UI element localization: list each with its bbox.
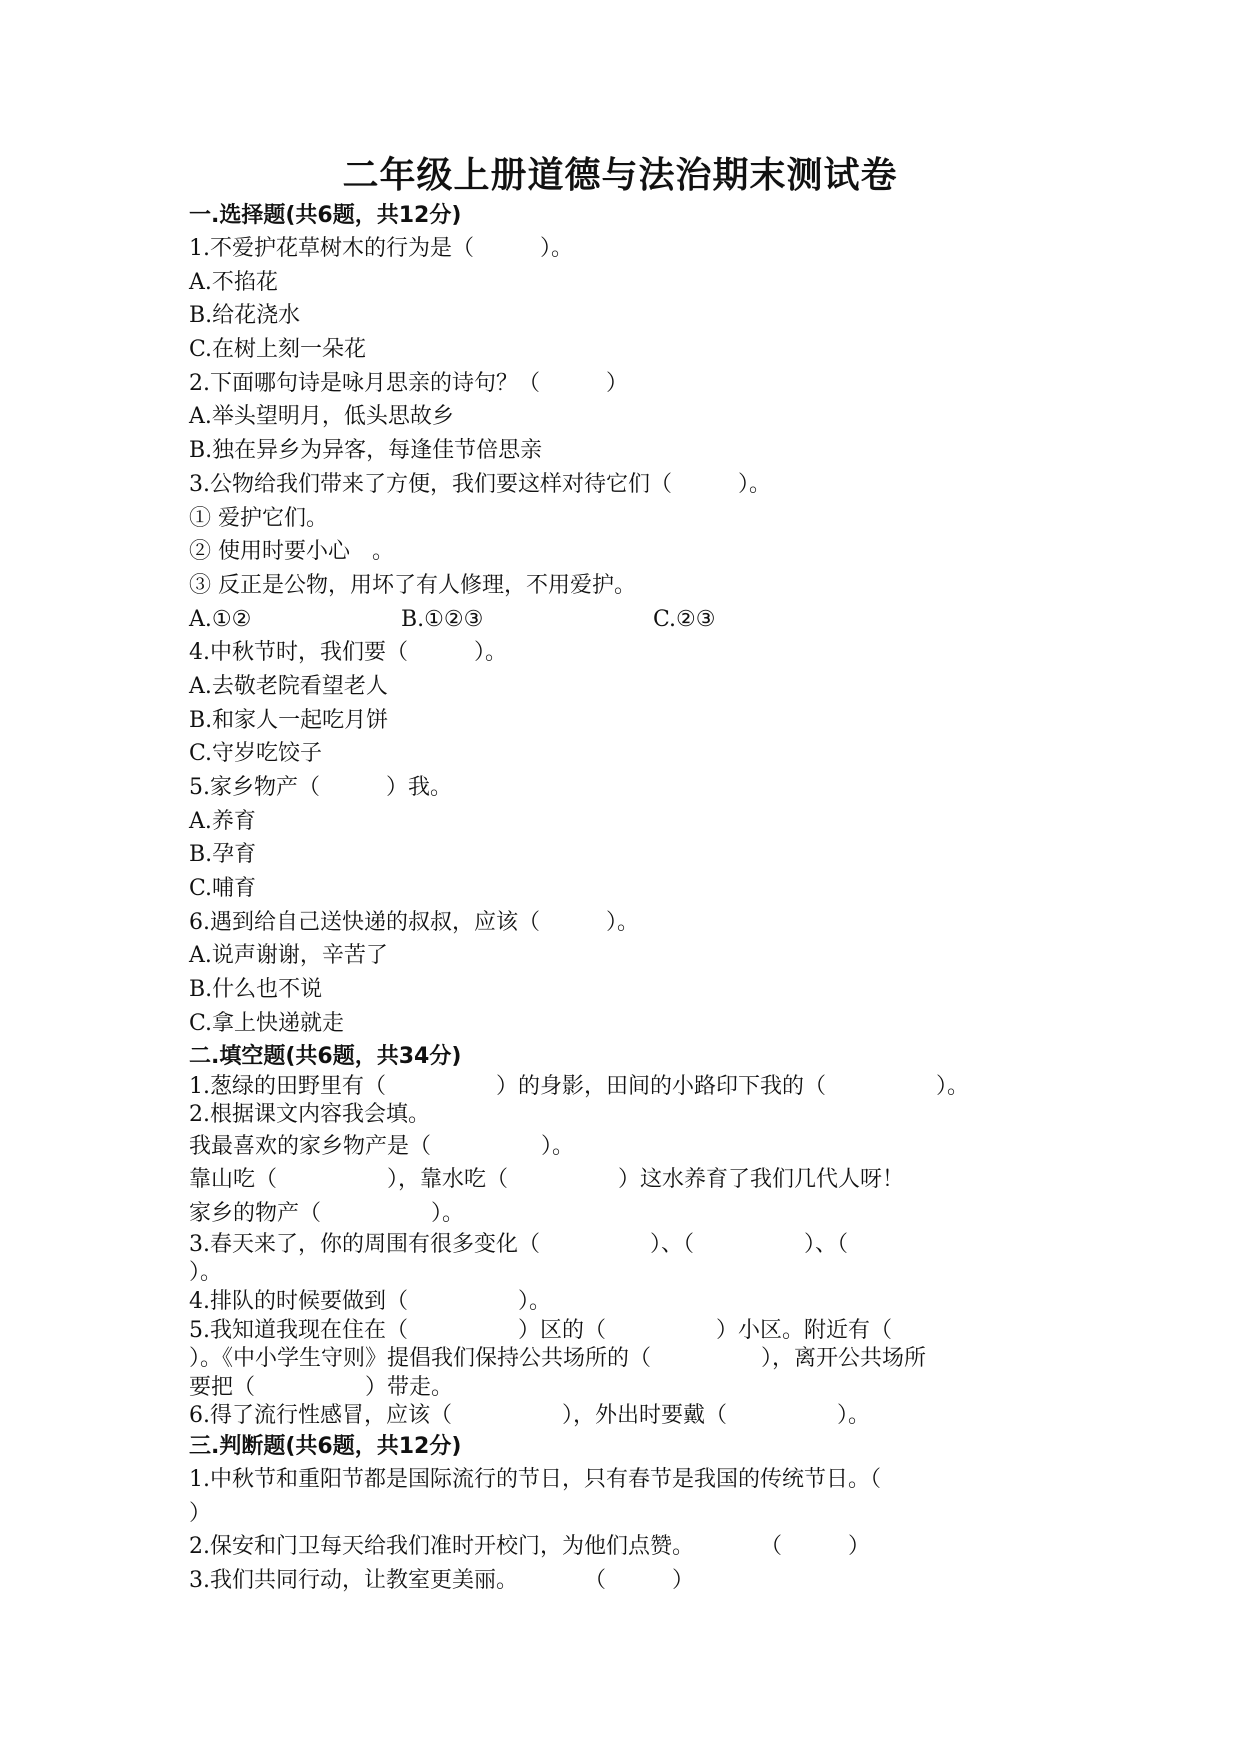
option-line: A.不掐花 — [189, 269, 278, 295]
question-line: 5.我知道我现在住在（ ）区的（ ）小区。附近有（ — [189, 1317, 892, 1343]
question-line: 4.中秋节时，我们要（ ）。 — [189, 640, 507, 666]
statement-line: ② 使用时要小心 。 — [189, 539, 394, 565]
option-line: A.说声谢谢，辛苦了 — [189, 943, 388, 969]
question-line: 1.中秋节和重阳节都是国际流行的节日，只有春节是我国的传统节日。（ — [189, 1466, 881, 1492]
option-line: C.哺育 — [189, 876, 257, 902]
question-line: 2.根据课文内容我会填。 — [189, 1102, 430, 1128]
option-line: B.给花浇水 — [189, 303, 301, 329]
question-line: 6.遇到给自己送快递的叔叔，应该（ ）。 — [189, 909, 639, 935]
question-line: 2.下面哪句诗是咏月思亲的诗句？（ ） — [189, 370, 628, 396]
question-line: ）。《中小学生守则》提倡我们保持公共场所的（ ），离开公共场所 — [189, 1346, 927, 1372]
choices-row — [189, 603, 1069, 637]
section-fill-in-blank — [189, 1041, 1069, 1431]
option-line: B.什么也不说 — [189, 977, 323, 1003]
question-line: 要把（ ）带走。 — [189, 1374, 454, 1400]
question-line: 2.保安和门卫每天给我们准时开校门，为他们点赞。 （ ） — [189, 1534, 870, 1560]
question-line: 我最喜欢的家乡物产是（ ）。 — [189, 1133, 575, 1159]
section-heading: 二.填空题(共6题，共34分) — [189, 1043, 462, 1069]
question-line: 1.葱绿的田野里有（ ）的身影，田间的小路印下我的（ ）。 — [189, 1073, 969, 1099]
statement-line: ① 爱护它们。 — [189, 505, 328, 531]
option-line: C.守岁吃饺子 — [189, 741, 323, 767]
question-line: 3.我们共同行动，让教室更美丽。 （ ） — [189, 1567, 694, 1593]
option-line: A.去敬老院看望老人 — [189, 673, 388, 699]
option-line: A.举头望明月，低头思故乡 — [189, 404, 454, 430]
exam-content — [189, 200, 1069, 1598]
choice-a: A.①② — [189, 606, 252, 632]
choice-c: C.②③ — [653, 606, 716, 632]
question-line: 靠山吃（ ），靠水吃（ ）这水养育了我们几代人呀！ — [189, 1167, 905, 1193]
option-line: A.养育 — [189, 808, 256, 834]
question-line: ） — [189, 1500, 212, 1526]
question-line: 3.春天来了，你的周围有很多变化（ ）、（ ）、（ — [189, 1231, 848, 1257]
option-line: C.拿上快递就走 — [189, 1010, 345, 1036]
page-title: 二年级上册道德与法治期末测试卷 — [342, 154, 898, 196]
choice-b: B.①②③ — [401, 606, 484, 632]
question-line: ）。 — [189, 1260, 223, 1286]
statement-line: ③ 反正是公物，用坏了有人修理，不用爱护。 — [189, 572, 636, 598]
question-line: 5.家乡物产（ ）我。 — [189, 775, 452, 800]
section-true-false — [189, 1431, 1069, 1598]
option-line: B.孕育 — [189, 842, 257, 868]
section-heading: 三.判断题(共6题，共12分) — [189, 1433, 462, 1459]
option-line: B.和家人一起吃月饼 — [189, 707, 389, 733]
question-line: 1.不爱护花草树木的行为是（ ）。 — [189, 236, 573, 261]
option-line: C.在树上刻一朵花 — [189, 337, 367, 363]
question-line: 4.排队的时候要做到（ ）。 — [189, 1288, 551, 1314]
option-line: B.独在异乡为异客，每逢佳节倍思亲 — [189, 438, 543, 464]
section-multiple-choice — [189, 200, 1069, 1041]
question-line: 家乡的物产（ ）。 — [189, 1201, 465, 1227]
question-line: 3.公物给我们带来了方便，我们要这样对待它们（ ）。 — [189, 471, 771, 497]
question-line: 6.得了流行性感冒，应该（ ），外出时要戴（ ）。 — [189, 1403, 870, 1429]
section-heading: 一.选择题(共6题，共12分) — [189, 203, 462, 228]
